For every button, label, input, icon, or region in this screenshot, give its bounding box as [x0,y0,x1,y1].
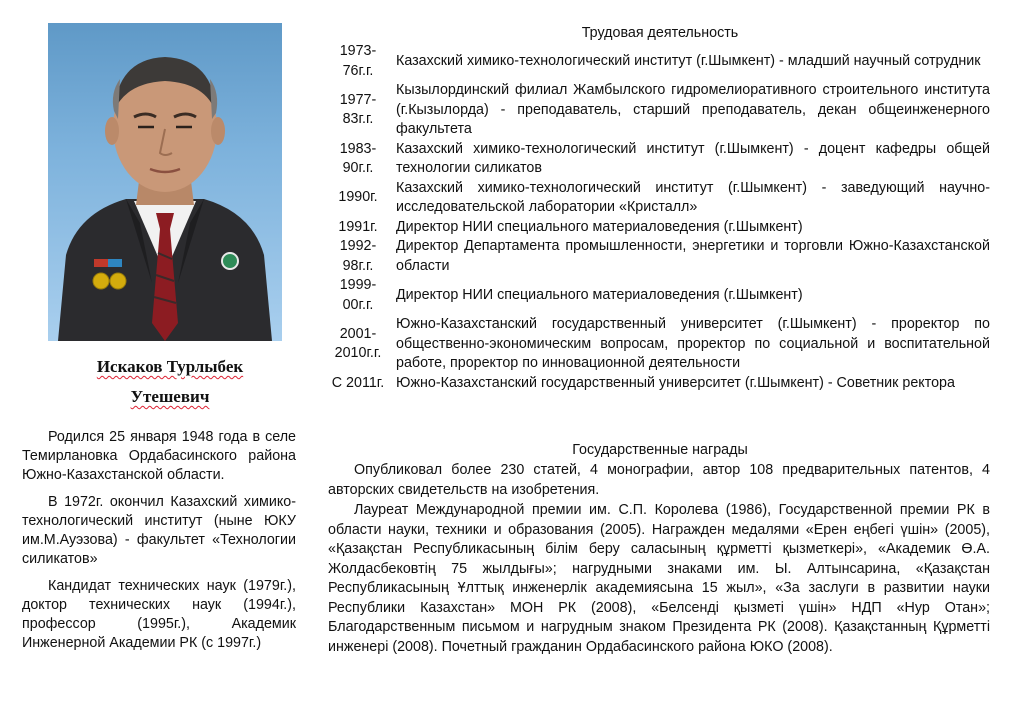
work-description: Директор НИИ специального материаловедения (г.Шымкент) [396,286,803,303]
awards-paragraph: Лауреат Международной премии им. С.П. Королева (1986), Государственной премии РК в области науки, техники и образования (2005). Награжден медалями «Ерен еңбегі үшін» (2005), «Қазақстан Республикасының білім беру саласының құрметті қызметкері», «Академик Ө.А. Жолдасбековтің 75 жылдығы»; нагрудными знаками им. Ы. Алтынсарина, «Қазақстан Республикасының Ұлттық инженерлік академиясына 15 жыл», «За заслуги в развитии науки Республики Казахстан» МОН РК (2008), «Белсенді қызметі үшін» НДП «Нур Отан»; Благодарственным письмом и нагрудным знаком Президента РК (2008). Қазақстанның Құрметті инженері (2008). Почетный гражданин Ордабасинского района ЮКО (2008). [328,502,990,655]
portrait-photo [48,23,282,341]
bio-paragraph: Родился 25 января 1948 года в селе Темирлановка Ордабасинского района Южно-Казахстанской области. [22,429,296,483]
work-history-table [328,42,990,393]
work-description: Южно-Казахстанский государственный университет (г.Шымкент) - проректор по общественно-экономическим вопросам, проректор по социальной и воспитательной работе, проректор по инновационной деятельности [396,316,990,371]
table-row [328,315,990,374]
person-name [40,355,300,409]
biography [22,428,296,661]
work-years: 1983-90г.г. [339,140,377,176]
work-description: Кызылординский филиал Жамбылского гидромелиоративного строительного института (г.Кызылорда) - преподаватель, старший преподаватель, декан общеинженерного факультета [396,82,990,137]
table-row [328,81,990,140]
work-description: Казахский химико-технологический институт (г.Шымкент) - заведующий научно-исследовательской лаборатории «Кристалл» [396,179,990,215]
work-description: Казахский химико-технологический институт (г.Шымкент) - доцент кафедры общей технологии силикатов [396,140,990,176]
work-description: Директор НИИ специального материаловедения (г.Шымкент) [396,218,803,235]
table-row [328,218,990,238]
awards-paragraph: Опубликовал более 230 статей, 4 монографии, автор 108 предварительных патентов, 4 авторских свидетельств на изобретения. [328,462,990,498]
table-row [328,276,990,315]
table-row [328,237,990,276]
work-years: 2001-2010г.г. [334,325,382,362]
work-years: 1999-00г.г. [339,277,377,313]
work-section-title: Трудовая деятельность [581,25,739,41]
work-description: Южно-Казахстанский государственный университет (г.Шымкент) - Советник ректора [396,374,955,391]
work-years: С 2011г. [331,374,385,391]
person-name-line2: Утешевич [130,387,210,406]
awards-section-title: Государственные награды [572,442,748,458]
table-row [328,140,990,179]
bio-paragraph: Кандидат технических наук (1979г.), доктор технических наук (1994г.), профессор (1995г.), Академик Инженерной Академии РК (с 1997г.) [22,578,296,651]
work-years: 1991г. [338,218,378,235]
work-description: Казахский химико-технологический институт (г.Шымкент) - младший научный сотрудник [396,52,981,69]
work-years: 1992-98г.г. [339,238,377,274]
bio-paragraph: В 1972г. окончил Казахский химико-технологический институт (ныне ЮКУ им.М.Ауэзова) - факультет «Технологии силикатов» [22,494,296,567]
person-name-line1: Искаков Турлыбек [96,357,244,376]
table-row [328,179,990,218]
work-years: 1990г. [338,189,378,206]
work-years: 1973-76г.г. [339,43,377,79]
work-years: 1977-83г.г. [339,91,377,128]
table-row [328,374,990,394]
awards-text [328,461,990,658]
table-row [328,42,990,81]
work-description: Директор Департамента промышленности, энергетики и торговли Южно-Казахстанской области [396,238,990,274]
